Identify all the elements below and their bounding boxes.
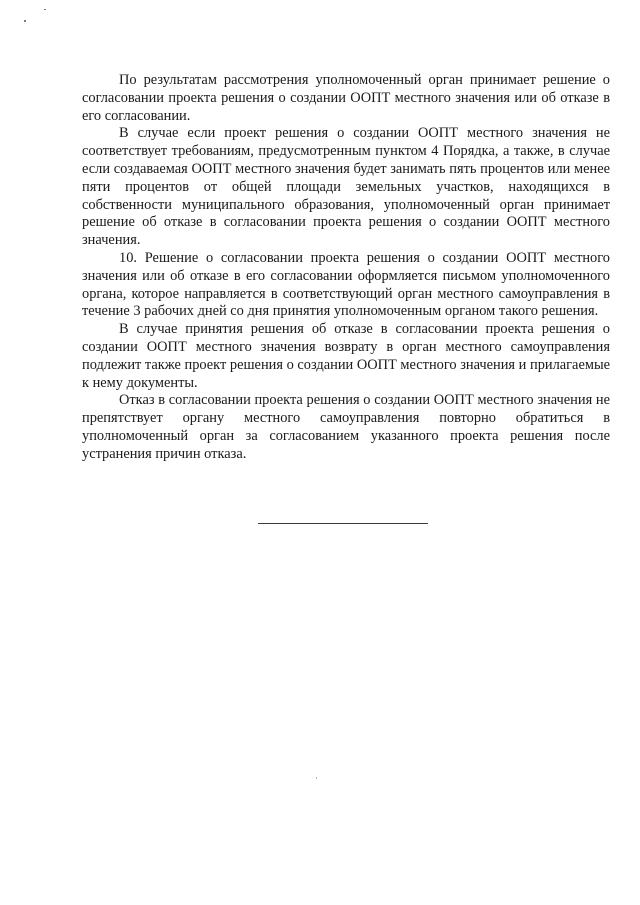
document-body — [82, 72, 610, 464]
paragraph-item-10: 10. Решение о согласовании проекта решения о создании ООПТ местного значения или об отказе в его согласовании оформляется письмом уполномоченного органа, которое направляется в соответствующий орган местного самоуправления в течение 3 рабочих дней со дня принятия уполномоченным органом такого решения. — [82, 249, 610, 320]
scan-speck — [24, 20, 26, 22]
scan-speck — [44, 9, 46, 10]
scan-speck — [316, 777, 317, 779]
closing-separator-line — [258, 523, 428, 524]
paragraph-return-documents: В случае принятия решения об отказе в согласовании проекта решения о создании ООПТ местного значения возврату в орган местного самоуправления подлежит также проект решения о создании ООПТ местного значения и прилагаемые к нему документы. — [82, 321, 610, 391]
paragraph-refusal-conditions: В случае если проект решения о создании ООПТ местного значения не соответствует требованиям, предусмотренным пунктом 4 Порядка, а также, в случае если создаваемая ООПТ местного значения будет занимать пять процентов или менее пяти процентов от общей площади земельных участков, находящихся в собственности муниципального образования, уполномоченный орган принимает решение об отказе в согласовании проекта решения о создании ООПТ местного значения. — [82, 125, 610, 249]
paragraph-decision: По результатам рассмотрения уполномоченный орган принимает решение о согласовании проекта решения о создании ООПТ местного значения или об отказе в его согласовании. — [82, 72, 610, 124]
paragraph-reapplication: Отказ в согласовании проекта решения о создании ООПТ местного значения не препятствует органу местного самоуправления повторно обратиться в уполномоченный орган за согласованием указанного проекта решения после устранения причин отказа. — [82, 392, 610, 462]
